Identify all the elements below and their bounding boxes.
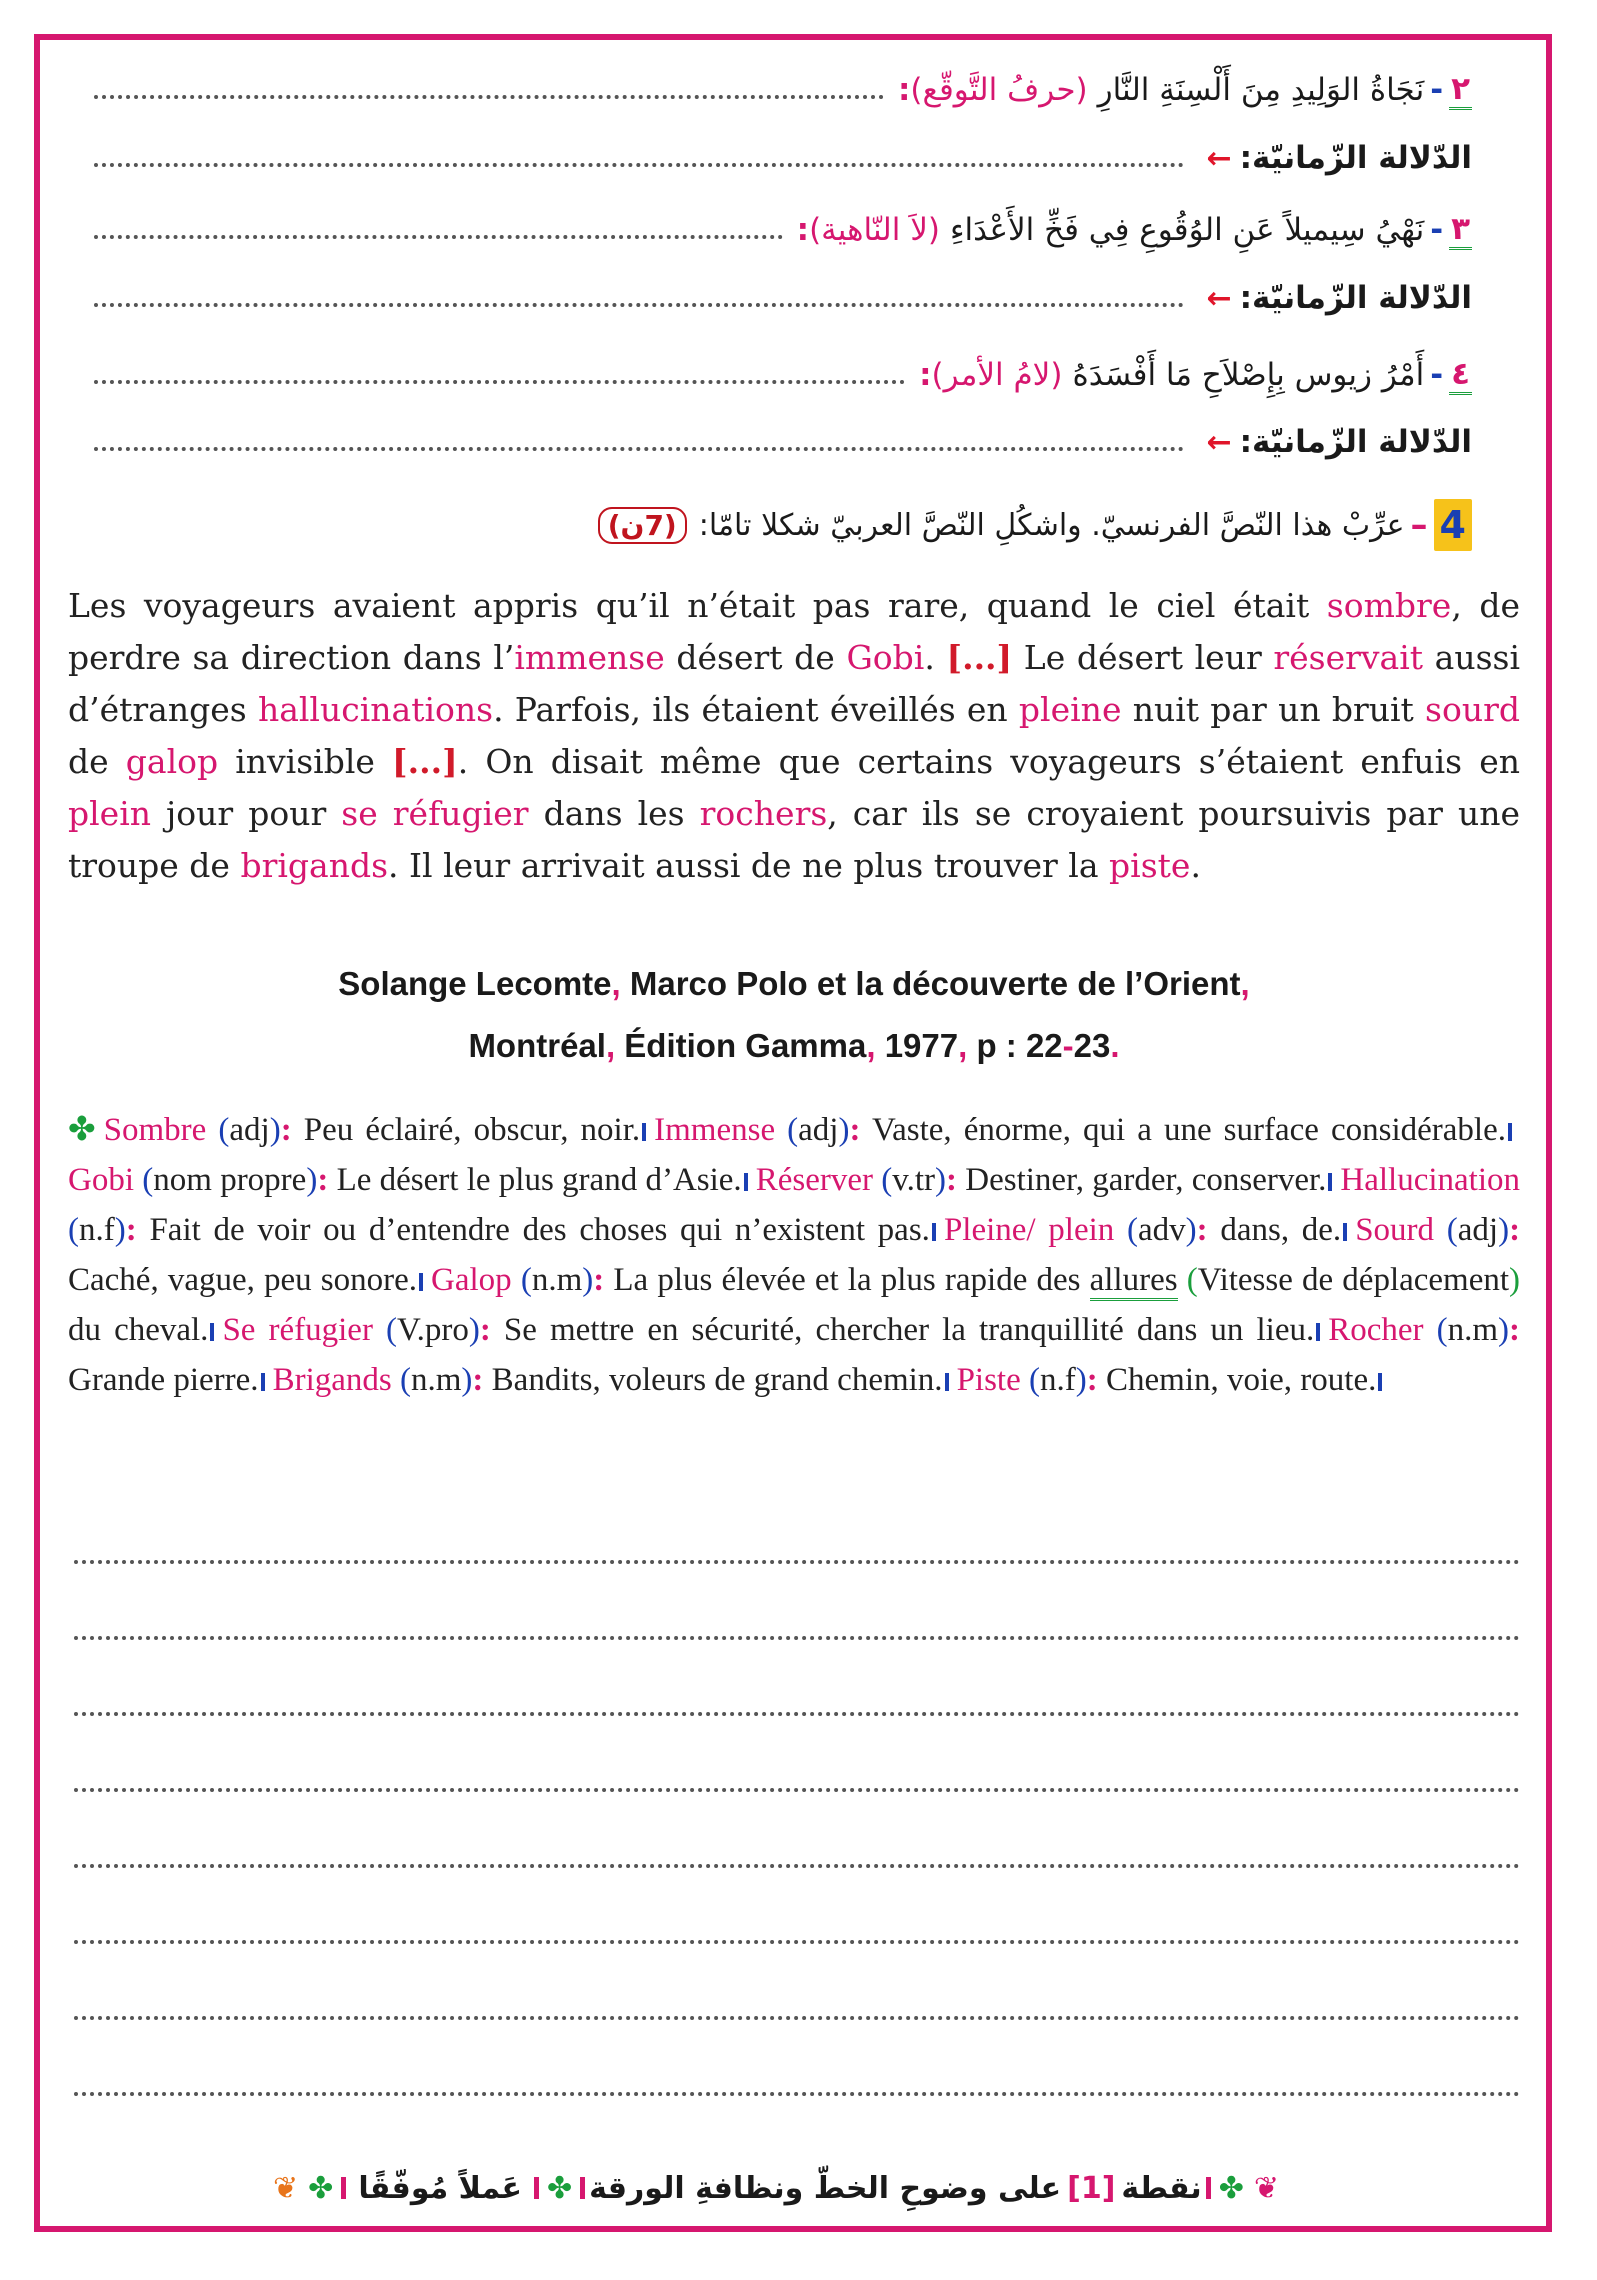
clover-icon: ✤ bbox=[68, 1112, 96, 1148]
colon: : bbox=[897, 72, 911, 108]
glossary-term: Sombre bbox=[103, 1112, 207, 1148]
arrow-left-icon: ← bbox=[1206, 140, 1232, 176]
separator-bar bbox=[210, 1323, 214, 1341]
glossary-term: Sourd bbox=[1355, 1212, 1435, 1248]
glossary-colon: : bbox=[946, 1162, 957, 1198]
highlight-word: hallucinations bbox=[257, 690, 494, 729]
glossary-definition: Bandits, voleurs de grand chemin. bbox=[491, 1362, 943, 1398]
answer-line[interactable] bbox=[74, 1636, 1520, 1640]
paren-close: ) bbox=[1509, 1262, 1521, 1298]
footer-wish: عَملاً مُوفّقًا bbox=[358, 2170, 523, 2206]
colon: : bbox=[919, 357, 932, 393]
highlight-word: sombre bbox=[1326, 586, 1452, 625]
paren-open: ( bbox=[787, 1112, 799, 1148]
glossary-definition: Grande pierre. bbox=[68, 1362, 259, 1398]
citation-publisher: Édition Gamma bbox=[624, 1027, 867, 1064]
exercise-number: 4 bbox=[1434, 499, 1472, 551]
exercise-dash: – bbox=[1410, 505, 1428, 545]
glossary-definition: Vaste, énorme, qui a une surface considérable. bbox=[871, 1112, 1506, 1148]
citation-line-2 bbox=[68, 1027, 1520, 1065]
clover-icon: ✤ bbox=[1218, 2170, 1244, 2206]
paren-close: ) bbox=[1498, 1312, 1510, 1348]
glossary-definition: Fait de voir ou d’entendre des choses qui n’existent pas. bbox=[149, 1212, 930, 1248]
ornament-icon: ❦ bbox=[273, 2170, 299, 2206]
ornament-bar bbox=[1206, 2177, 1211, 2199]
highlight-word: sourd bbox=[1425, 690, 1520, 729]
glossary-term: Pleine/ plein bbox=[943, 1212, 1115, 1248]
citation-period: . bbox=[1110, 1027, 1120, 1064]
paren-close: ) bbox=[1075, 1362, 1087, 1398]
glossary-colon: : bbox=[1509, 1212, 1521, 1248]
glossary-colon: : bbox=[472, 1362, 484, 1398]
passage-text: Le désert leur bbox=[1012, 638, 1274, 677]
paren-open: ( bbox=[1126, 1212, 1138, 1248]
highlight-word: brigands bbox=[240, 846, 389, 885]
glossary-colon: : bbox=[280, 1112, 292, 1148]
glossary-term: Gobi bbox=[68, 1162, 134, 1198]
answer-line[interactable] bbox=[74, 1560, 1520, 1564]
passage-text: . bbox=[1190, 846, 1201, 885]
paren-open: ( bbox=[399, 1362, 411, 1398]
paren-close: ) bbox=[114, 1212, 126, 1248]
glossary-definition: Chemin, voie, route. bbox=[1106, 1362, 1377, 1398]
glossary-definition: Caché, vague, peu sonore. bbox=[68, 1262, 418, 1298]
highlight-word: immense bbox=[514, 638, 665, 677]
exercise-4-header bbox=[80, 490, 1472, 560]
glossary-definition: Peu éclairé, obscur, noir. bbox=[303, 1112, 641, 1148]
glossary-pos: adv bbox=[1137, 1212, 1186, 1248]
question-text: نَجَاةُ الوَلِيدِ مِنَ أَلْسِنَةِ النَّارِ bbox=[1097, 72, 1425, 108]
glossary-colon: : bbox=[849, 1112, 861, 1148]
omission-bracket: [...] bbox=[392, 742, 458, 781]
answer-line[interactable] bbox=[74, 1788, 1520, 1792]
paren-open: ( bbox=[1186, 1262, 1198, 1298]
ornament-bar bbox=[580, 2177, 585, 2199]
citation-comma: , bbox=[958, 1027, 968, 1064]
glossary-pos: nom propre bbox=[153, 1162, 307, 1198]
glossary-term: Réserver bbox=[755, 1162, 873, 1198]
paren-close: ) bbox=[306, 1162, 318, 1198]
clover-icon: ✤ bbox=[547, 2170, 573, 2206]
paren-close: ) bbox=[269, 1112, 281, 1148]
passage-text: . Parfois, ils étaient éveillés en bbox=[493, 690, 1019, 729]
answer-dots[interactable] bbox=[94, 447, 1184, 451]
citation-line-1 bbox=[68, 965, 1520, 1003]
highlight-word: galop bbox=[125, 742, 219, 781]
question-4-time-line bbox=[80, 412, 1472, 472]
ornament-bar bbox=[341, 2177, 346, 2199]
ornament-icon: ❦ bbox=[1253, 2170, 1279, 2206]
question-dash: - bbox=[1430, 357, 1444, 393]
glossary-colon: : bbox=[593, 1262, 605, 1298]
passage-text: désert de bbox=[664, 638, 847, 677]
highlight-word: rochers bbox=[699, 794, 828, 833]
glossary-underlined-word: allures bbox=[1090, 1262, 1178, 1301]
separator-bar bbox=[932, 1223, 936, 1241]
question-tag: (لامُ الأمر) bbox=[931, 357, 1063, 393]
question-3-line bbox=[80, 200, 1472, 260]
answer-dots[interactable] bbox=[94, 303, 1184, 307]
time-label: الدّلالة الزّمانيّة: bbox=[1239, 424, 1472, 460]
glossary-pos: n.m bbox=[531, 1262, 583, 1298]
time-label: الدّلالة الزّمانيّة: bbox=[1239, 140, 1472, 176]
glossary-pos: n.m bbox=[410, 1362, 462, 1398]
paren-open: ( bbox=[881, 1162, 893, 1198]
question-text: نَهْيُ سِيميلاً عَنِ الوُقُوعِ فِي فَخِّ الأَعْدَاءِ bbox=[949, 212, 1425, 248]
glossary-definition: dans, de. bbox=[1220, 1212, 1342, 1248]
glossary-colon: : bbox=[1086, 1362, 1098, 1398]
paren-close: ) bbox=[1185, 1212, 1197, 1248]
separator-bar bbox=[642, 1123, 646, 1141]
glossary-colon: : bbox=[1509, 1312, 1521, 1348]
glossary-term: Hallucination bbox=[1340, 1162, 1521, 1198]
question-dash: - bbox=[1430, 72, 1444, 108]
time-label: الدّلالة الزّمانيّة: bbox=[1239, 280, 1472, 316]
glossary-pos: n.f bbox=[1040, 1362, 1076, 1398]
question-text: أَمْرُ زيوس بِإِصْلاَحِ مَا أَفْسَدَهُ bbox=[1072, 357, 1425, 393]
citation-page-to: 23 bbox=[1073, 1027, 1111, 1064]
paren-open: ( bbox=[142, 1162, 154, 1198]
question-number: ٣ bbox=[1449, 211, 1472, 250]
answer-dots[interactable] bbox=[94, 95, 884, 99]
separator-bar bbox=[1508, 1123, 1512, 1141]
answer-dots[interactable] bbox=[94, 163, 1184, 167]
glossary-term: Rocher bbox=[1328, 1312, 1424, 1348]
paren-close: ) bbox=[461, 1362, 473, 1398]
passage-text: aussi d’étranges bbox=[68, 638, 1521, 729]
passage-text: nuit par un bruit bbox=[1121, 690, 1426, 729]
arrow-left-icon: ← bbox=[1206, 424, 1232, 460]
question-number: ٤ bbox=[1449, 356, 1472, 395]
exercise-instruction: عرِّبْ هذا النّصَّ الفرنسيّ. واشكُلِ النّصَّ العربيّ شكلا تامّا: bbox=[698, 507, 1405, 543]
question-4-line bbox=[80, 345, 1472, 405]
highlight-word: Gobi bbox=[846, 638, 925, 677]
glossary-pos: n.m bbox=[1447, 1312, 1499, 1348]
citation-city: Montréal bbox=[468, 1027, 606, 1064]
answer-dots[interactable] bbox=[94, 380, 905, 384]
question-2-time-line bbox=[80, 128, 1472, 188]
footer bbox=[80, 2160, 1472, 2216]
passage-text: de bbox=[68, 742, 126, 781]
glossary-pos: adj bbox=[1457, 1212, 1499, 1248]
paren-open: ( bbox=[68, 1212, 79, 1248]
passage-text: , car ils se croyaient poursuivis par une troupe de bbox=[68, 794, 1520, 885]
paren-open: ( bbox=[218, 1112, 230, 1148]
glossary bbox=[68, 1105, 1520, 1405]
separator-bar bbox=[1328, 1173, 1332, 1191]
glossary-colon: : bbox=[125, 1212, 137, 1248]
question-3-time-line bbox=[80, 268, 1472, 328]
answer-line[interactable] bbox=[74, 1864, 1520, 1868]
points-badge: (7ن) bbox=[598, 507, 687, 544]
glossary-pos: V.pro bbox=[397, 1312, 469, 1348]
citation-page-from: 22 bbox=[1025, 1027, 1063, 1064]
omission-bracket: [...] bbox=[946, 638, 1013, 677]
arrow-left-icon: ← bbox=[1206, 280, 1232, 316]
separator-bar bbox=[1378, 1373, 1382, 1391]
glossary-colon: : bbox=[1196, 1212, 1208, 1248]
paren-close: ) bbox=[838, 1112, 850, 1148]
ornament-bar bbox=[534, 2177, 539, 2199]
colon: : bbox=[796, 212, 810, 248]
question-dash: - bbox=[1430, 212, 1444, 248]
citation-comma: , bbox=[611, 965, 621, 1002]
answer-line[interactable] bbox=[74, 1712, 1520, 1716]
glossary-pos: adj bbox=[798, 1112, 839, 1148]
glossary-definition: Destiner, garder, conserver. bbox=[965, 1162, 1327, 1198]
highlight-word: pleine bbox=[1018, 690, 1122, 729]
citation-comma: , bbox=[866, 1027, 876, 1064]
citation-author: Solange Lecomte bbox=[338, 965, 612, 1002]
paren-close: ) bbox=[468, 1312, 480, 1348]
question-2-line bbox=[80, 60, 1472, 120]
paren-open: ( bbox=[1029, 1362, 1040, 1398]
glossary-term: Se réfugier bbox=[222, 1312, 373, 1348]
question-tag: (حرفُ التَّوقّع) bbox=[910, 72, 1088, 108]
citation-title: Marco Polo et la découverte de l’Orient bbox=[629, 965, 1241, 1002]
highlight-word: plein bbox=[68, 794, 152, 833]
paren-open: ( bbox=[386, 1312, 398, 1348]
paren-close: ) bbox=[935, 1162, 946, 1198]
answer-line[interactable] bbox=[74, 1940, 1520, 1944]
glossary-colon: : bbox=[317, 1162, 329, 1198]
glossary-term: Brigands bbox=[272, 1362, 392, 1398]
glossary-definition: du cheval. bbox=[68, 1312, 209, 1348]
highlight-word: se réfugier bbox=[341, 794, 529, 833]
clover-icon: ✤ bbox=[308, 2170, 334, 2206]
separator-bar bbox=[744, 1173, 748, 1191]
passage-text: Les voyageurs avaient appris qu’il n’était pas rare, quand le ciel était bbox=[68, 586, 1310, 625]
passage-text: , de perdre sa direction dans l’ bbox=[68, 586, 1520, 677]
answer-dots[interactable] bbox=[94, 235, 783, 239]
citation-dash: - bbox=[1062, 1027, 1074, 1064]
french-passage bbox=[68, 580, 1520, 892]
separator-bar bbox=[1343, 1223, 1347, 1241]
footer-label: على وضوحِ الخطّ ونظافةِ الورقة bbox=[589, 2170, 1062, 2206]
glossary-pos: n.f bbox=[79, 1212, 115, 1248]
paren-open: ( bbox=[1446, 1212, 1458, 1248]
glossary-definition: Vitesse de déplacement bbox=[1197, 1262, 1510, 1298]
citation-comma: , bbox=[605, 1027, 616, 1064]
glossary-definition: La plus élevée et la plus rapide des bbox=[613, 1262, 1081, 1298]
footer-points: [1] bbox=[1067, 2170, 1116, 2206]
passage-text: dans les bbox=[528, 794, 700, 833]
separator-bar bbox=[945, 1373, 949, 1391]
glossary-term: Galop bbox=[431, 1262, 512, 1298]
paren-close: ) bbox=[582, 1262, 594, 1298]
separator-bar bbox=[1316, 1323, 1320, 1341]
answer-line[interactable] bbox=[74, 2092, 1520, 2096]
question-number: ٢ bbox=[1449, 71, 1472, 110]
footer-label: نقطة bbox=[1121, 2170, 1202, 2206]
citation-page-label: p : bbox=[976, 1027, 1017, 1064]
paren-open: ( bbox=[520, 1262, 532, 1298]
glossary-definition: Le désert le plus grand d’Asie. bbox=[336, 1162, 742, 1198]
citation-year: 1977 bbox=[884, 1027, 959, 1064]
passage-text: jour pour bbox=[151, 794, 342, 833]
glossary-definition: Se mettre en sécurité, chercher la tranquillité dans un lieu. bbox=[503, 1312, 1315, 1348]
answer-line[interactable] bbox=[74, 2016, 1520, 2020]
glossary-pos: adj bbox=[229, 1112, 270, 1148]
glossary-term: Immense bbox=[654, 1112, 776, 1148]
question-tag: (لاَ النّاهية) bbox=[809, 212, 940, 248]
passage-text: . On disait même que certains voyageurs s’étaient enfuis en bbox=[457, 742, 1520, 781]
separator-bar bbox=[419, 1273, 423, 1291]
passage-text: invisible bbox=[218, 742, 393, 781]
paren-close: ) bbox=[1498, 1212, 1510, 1248]
passage-text: . bbox=[924, 638, 947, 677]
glossary-term: Piste bbox=[956, 1362, 1021, 1398]
glossary-colon: : bbox=[479, 1312, 491, 1348]
highlight-word: piste bbox=[1109, 846, 1191, 885]
separator-bar bbox=[261, 1373, 265, 1391]
highlight-word: réservait bbox=[1273, 638, 1424, 677]
paren-open: ( bbox=[1436, 1312, 1448, 1348]
citation-comma: , bbox=[1240, 965, 1250, 1002]
passage-text: . Il leur arrivait aussi de ne plus trouver la bbox=[388, 846, 1110, 885]
glossary-pos: v.tr bbox=[892, 1162, 935, 1198]
